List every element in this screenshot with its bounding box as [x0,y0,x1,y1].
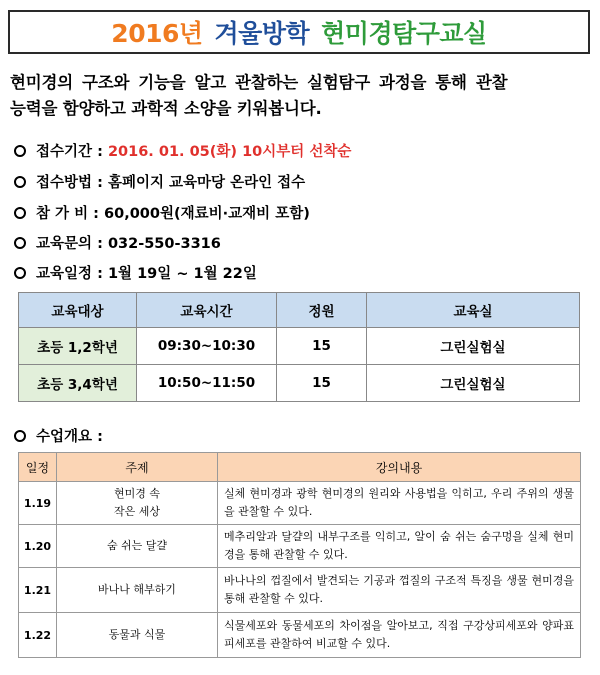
circle-bullet-icon [14,176,26,188]
title-banner [8,10,590,54]
info-label: 참 가 비 : [36,206,105,222]
table-row [19,613,581,658]
info-value: 1월 19일 ~ 1월 22일 [107,266,257,282]
intro-line-1: 현미경의 구조와 기능을 알고 관찰하는 실험탐구 과정을 통해 관찰 [10,73,508,92]
info-contact [14,232,221,253]
info-label: 교육일정 : [36,266,108,282]
info-registration-method [14,171,305,192]
cell-content: 실체 현미경과 광학 현미경의 원리와 사용법을 익히고, 우리 주위의 생물을 관찰할 수 있다. [218,482,581,525]
header-content: 강의내용 [218,453,581,482]
cell-day: 1.20 [19,525,57,568]
topic-line: 현미경 속 [113,487,160,500]
info-schedule [14,262,257,283]
header-room: 교육실 [367,293,580,328]
table-row [19,365,580,402]
table-header-row [19,453,581,482]
info-fee [14,202,310,223]
info-value: 60,000원(재료비·교재비 포함) [104,206,310,222]
circle-bullet-icon [14,207,26,219]
header-topic: 주제 [57,453,218,482]
cell-topic: 숨 쉬는 달걀 [57,525,218,568]
cell-time: 10:50~11:50 [137,365,277,402]
cell-capacity: 15 [277,328,367,365]
info-value: 032-550-3316 [107,236,221,252]
circle-bullet-icon [14,237,26,249]
cell-day: 1.19 [19,482,57,525]
overview-label: 수업개요 : [36,429,103,445]
table-header-row [19,293,580,328]
title-season: 겨울방학 [214,19,310,48]
table-row [19,568,581,613]
header-capacity: 정원 [277,293,367,328]
header-target: 교육대상 [19,293,137,328]
info-label: 교육문의 : [36,236,108,252]
title-year: 2016년 [111,19,203,48]
overview-heading [14,425,103,446]
table-row [19,525,581,568]
cell-time: 09:30~10:30 [137,328,277,365]
class-schedule-table [18,292,580,402]
info-label: 접수방법 : [36,175,108,191]
circle-bullet-icon [14,145,26,157]
cell-content: 식물세포와 동물세포의 차이점을 알아보고, 직접 구강상피세포와 양파표피세포를 관찰하여 비교할 수 있다. [218,613,581,658]
cell-capacity: 15 [277,365,367,402]
circle-bullet-icon [14,267,26,279]
info-registration-period [14,140,351,161]
cell-topic: 동물과 식물 [57,613,218,658]
cell-room: 그린실험실 [367,328,580,365]
intro-paragraph [10,70,590,122]
cell-content: 바나나의 껍질에서 발견되는 기공과 껍질의 구조적 특징을 생물 현미경을 통해 관찰할 수 있다. [218,568,581,613]
intro-line-2: 능력을 함양하고 과학적 소양을 키워봅니다. [10,99,322,118]
title-program: 현미경탐구교실 [321,19,487,48]
info-value: 2016. 01. 05(화) 10시부터 선착순 [107,144,352,160]
header-time: 교육시간 [137,293,277,328]
circle-bullet-icon [14,430,26,442]
cell-target: 초등 1,2학년 [19,328,137,365]
cell-target: 초등 3,4학년 [19,365,137,402]
header-day: 일정 [19,453,57,482]
info-label: 접수기간 : [36,144,108,160]
table-row [19,328,580,365]
cell-topic: 바나나 해부하기 [57,568,218,613]
cell-day: 1.22 [19,613,57,658]
cell-content: 메추리알과 달걀의 내부구조를 익히고, 알이 숨 쉬는 숨구멍을 실체 현미경을 통해 관찰할 수 있다. [218,525,581,568]
cell-room: 그린실험실 [367,365,580,402]
cell-topic [57,482,218,525]
info-value: 홈페이지 교육마당 온라인 접수 [107,175,306,191]
cell-day: 1.21 [19,568,57,613]
topic-line: 작은 세상 [113,505,160,518]
class-overview-table [18,452,581,658]
table-row [19,482,581,525]
